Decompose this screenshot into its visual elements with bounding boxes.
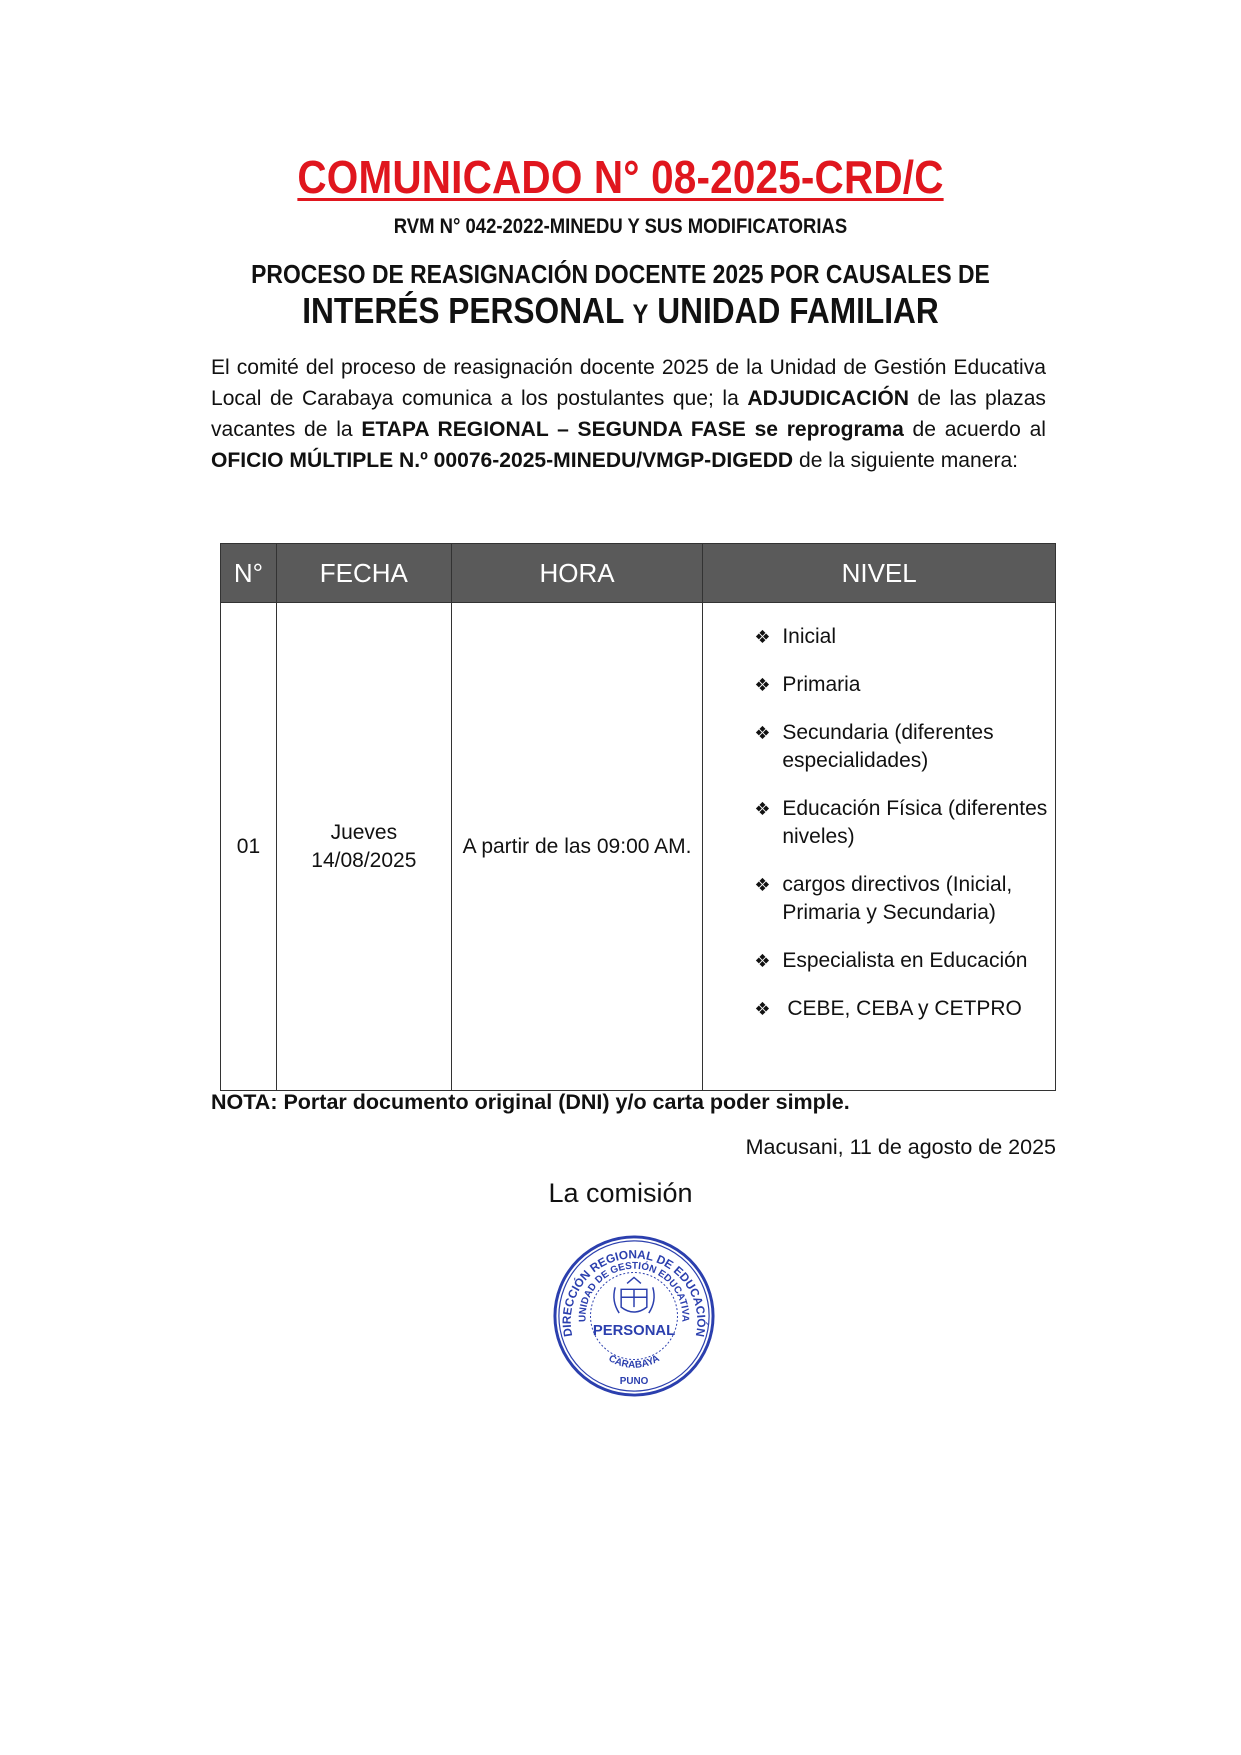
cell-numero: 01 [221, 603, 277, 1091]
svg-text:CARABAYA [607, 1353, 662, 1371]
para-text-4: de la siguiente manera: [793, 448, 1019, 472]
causal-interes-personal: INTERÉS PERSONAL [302, 290, 624, 331]
official-seal-icon [550, 1232, 718, 1400]
process-heading: PROCESO DE REASIGNACIÓN DOCENTE 2025 POR CAUSALES DE [251, 259, 990, 289]
causales-heading [74, 290, 1166, 332]
list-item: ❖ Inicial [754, 623, 1054, 651]
page-title [74, 150, 1166, 204]
table-header-row [221, 544, 1056, 603]
seal-center-text: PERSONAL [592, 1322, 676, 1339]
diamond-bullet-icon: ❖ [754, 723, 771, 743]
diamond-bullet-icon: ❖ [754, 875, 771, 895]
diamond-bullet-icon: ❖ [754, 675, 771, 695]
header-nivel: NIVEL [703, 544, 1056, 603]
intro-paragraph [211, 352, 1046, 476]
place-date: Macusani, 11 de agosto de 2025 [745, 1135, 1056, 1159]
coat-of-arms-icon [614, 1277, 654, 1313]
para-bold-oficio: OFICIO MÚLTIPLE N.º 00076-2025-MINEDU/VMGP-DIGEDD [211, 448, 794, 472]
seal-outer-text: DIRECCIÓN REGIONAL DE EDUCACIÓN [559, 1247, 709, 1338]
table-row [221, 603, 1056, 1091]
cell-hora: A partir de las 09:00 AM. [451, 603, 703, 1091]
para-text-1: El comité del proceso de reasignación docente 2025 de la Unidad de Gestión Educativa Local de Carabaya comunica a los postulantes que; la [211, 355, 1046, 410]
header-fecha: FECHA [276, 544, 451, 603]
seal-inner-text: UNIDAD DE GESTIÓN EDUCATIVA [577, 1260, 691, 1323]
diamond-bullet-icon: ❖ [754, 951, 771, 971]
para-bold-etapa: ETAPA REGIONAL – SEGUNDA FASE se reprograma [361, 417, 904, 441]
nivel-list [704, 623, 1054, 1023]
title-text: COMUNICADO N° 08-2025-CRD/C [297, 151, 944, 203]
signature-label: La comisión [548, 1178, 693, 1208]
para-bold-adjudicacion: ADJUDICACIÓN [747, 386, 909, 410]
causal-connector: Y [632, 299, 649, 329]
fecha-valor: 14/08/2025 [311, 848, 417, 872]
rvm-subtitle: RVM N° 042-2022-MINEDU Y SUS MODIFICATORIAS [393, 215, 848, 238]
list-item: ❖ Primaria [754, 671, 1054, 699]
schedule-table [220, 543, 1056, 1091]
list-item: ❖ CEBE, CEBA y CETPRO [754, 995, 1054, 1023]
para-text-2: de las plazas vacantes de la [211, 386, 1046, 441]
seal-bottom-text: CARABAYA [606, 1353, 662, 1371]
list-item: ❖ Educación Física (diferentes niveles) [754, 797, 1048, 848]
fecha-dia: Jueves [330, 820, 398, 844]
cell-fecha [276, 603, 451, 1091]
causal-unidad-familiar: UNIDAD FAMILIAR [657, 290, 939, 331]
list-item: ❖ Secundaria (diferentes especialidades) [754, 721, 994, 772]
list-item: ❖ cargos directivos (Inicial, Primaria y Secundaria) [754, 873, 1013, 924]
cell-nivel [703, 603, 1056, 1091]
diamond-bullet-icon: ❖ [754, 799, 771, 819]
note-text: NOTA: Portar documento original (DNI) y/o carta poder simple. [211, 1090, 850, 1114]
diamond-bullet-icon: ❖ [754, 999, 771, 1019]
list-item: ❖ Especialista en Educación [754, 947, 1054, 975]
diamond-bullet-icon: ❖ [754, 627, 771, 647]
header-hora: HORA [451, 544, 703, 603]
para-text-3: de acuerdo al [903, 417, 1046, 441]
header-numero: N° [221, 544, 277, 603]
seal-puno-text: PUNO [619, 1376, 649, 1388]
